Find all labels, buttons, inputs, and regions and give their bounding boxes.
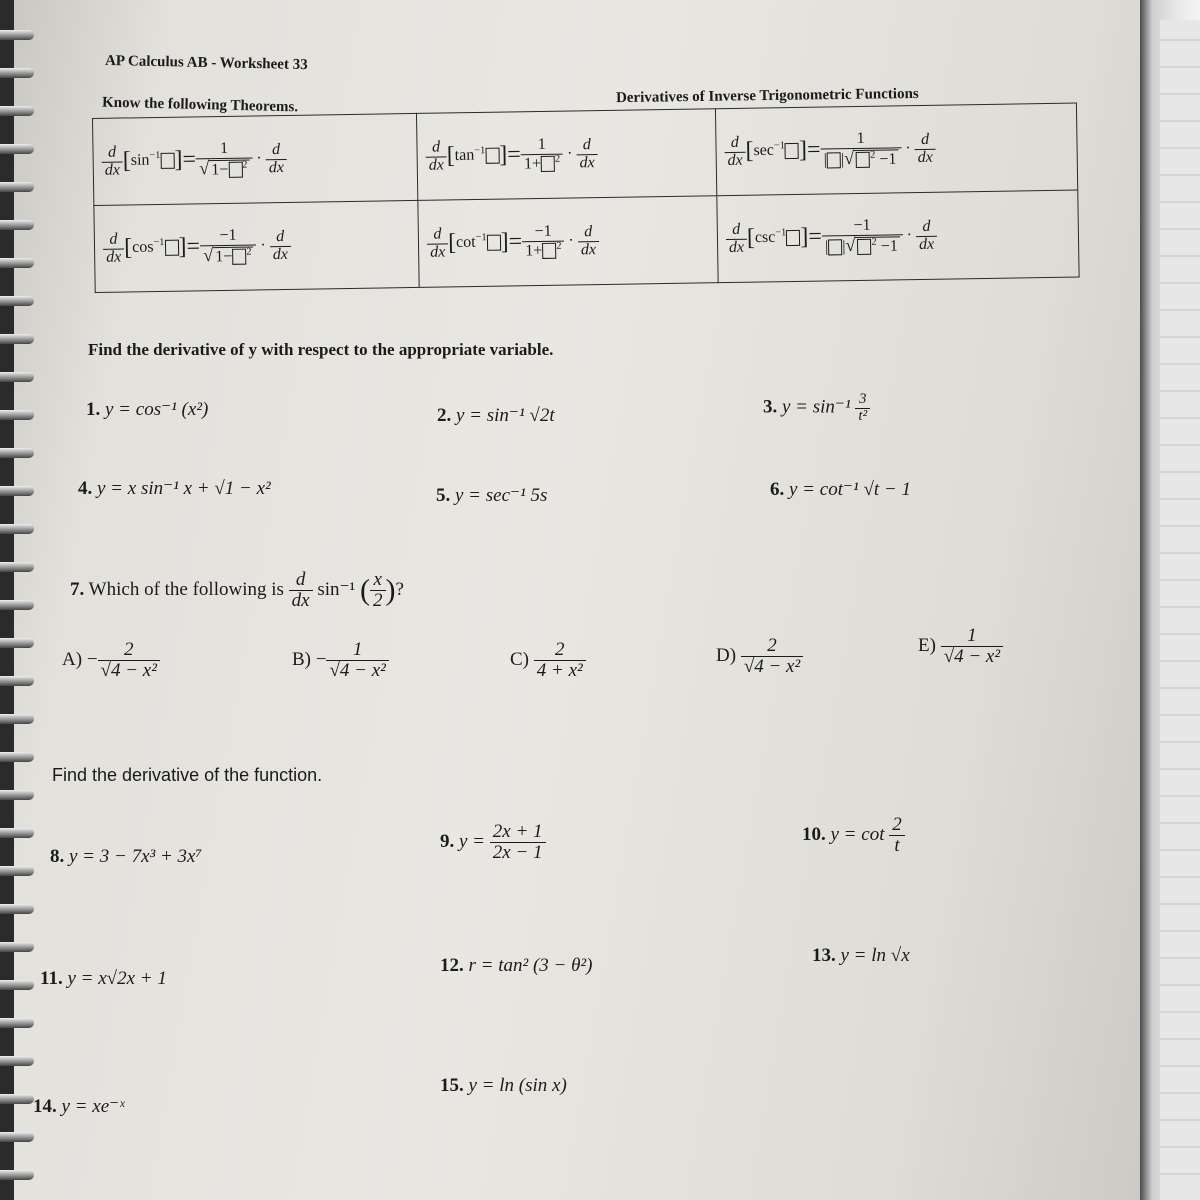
choice-numerator: 1 <box>941 626 1003 647</box>
radical-sign: √ <box>845 235 856 256</box>
choice-e <box>918 626 1003 667</box>
derivative-operator <box>576 137 598 172</box>
inverse-exponent: −1 <box>153 237 165 249</box>
choice-sign: − <box>86 648 98 670</box>
choice-numerator: 2 <box>98 640 160 661</box>
abs-bar: | <box>840 151 845 169</box>
bracket-open: [ <box>122 147 131 175</box>
dx-symbol: dx <box>291 589 310 611</box>
theorem-denominator <box>521 154 564 173</box>
d-symbol: d <box>578 224 599 242</box>
problem-6-expression: y = cot⁻¹ √t − 1 <box>789 479 911 500</box>
denominator-core: 1+ <box>525 242 543 260</box>
theorem-numerator: 1 <box>521 137 564 155</box>
times-dot: · <box>256 236 270 255</box>
choice-denominator: √4 − x² <box>100 659 157 681</box>
choice-denominator: √4 − x² <box>943 645 1001 667</box>
problem-2-expression: y = sin⁻¹ √2t <box>456 405 555 426</box>
placeholder-box <box>164 240 178 256</box>
times-dot: · <box>901 139 915 157</box>
instruction-part2: Find the derivative of the function. <box>52 765 323 785</box>
derivative-operator <box>578 224 600 259</box>
choice-numerator: 1 <box>326 640 388 661</box>
bracket-open: [ <box>745 138 754 165</box>
problem-1-number: 1. <box>86 399 101 420</box>
dx-symbol: dx <box>272 245 289 263</box>
derivative-operator <box>724 134 746 169</box>
square-exponent: 2 <box>871 236 877 248</box>
problem-8-expression: y = 3 − 7x³ + 3x⁷ <box>69 846 203 867</box>
problem-14-number: 14. <box>33 1096 57 1117</box>
problem-7 <box>70 570 404 611</box>
choice-fraction <box>98 640 160 681</box>
denominator-core: 1− <box>215 247 233 266</box>
d-symbol: d <box>427 226 448 244</box>
instruction-part1: Find the derivative of y with respect to the appropriate variable. <box>88 340 554 359</box>
theorem-function: sin <box>130 151 150 170</box>
problem-4-expression: y = x sin⁻¹ x + √1 − x² <box>97 478 271 499</box>
dx-symbol: dx <box>917 148 933 166</box>
placeholder-box <box>232 249 246 265</box>
theorem-denominator <box>196 158 253 179</box>
bracket-close: ]= <box>178 233 201 261</box>
problem-7-numerator: x <box>370 570 386 591</box>
choice-d <box>716 636 803 677</box>
choice-denominator: √4 − x² <box>743 655 801 677</box>
problem-11 <box>40 968 167 990</box>
bracket-close: ]= <box>499 141 522 169</box>
theorem-cot <box>418 196 718 288</box>
dx-symbol: dx <box>918 235 935 253</box>
problem-13-expression: y = ln √x <box>840 945 910 966</box>
d-symbol: d <box>916 218 937 236</box>
theorem-sec <box>715 103 1078 196</box>
problem-7-function: sin⁻¹ <box>317 578 356 600</box>
dx-symbol: dx <box>727 151 743 169</box>
choice-fraction <box>534 640 586 681</box>
problem-7-denominator: 2 <box>373 589 383 611</box>
choice-a <box>62 640 160 681</box>
radical-sign: √ <box>203 245 214 266</box>
problem-9 <box>440 822 546 863</box>
problem-15-expression: y = ln (sin x) <box>468 1075 567 1096</box>
minus-one: −1 <box>876 237 898 255</box>
radicand <box>855 236 900 256</box>
bracket-close: ]= <box>798 137 821 164</box>
problem-9-numerator: 2x + 1 <box>490 822 546 843</box>
theorem-fraction <box>200 228 257 266</box>
theorem-numerator: −1 <box>522 224 565 242</box>
bracket-close: ]= <box>800 224 823 251</box>
inverse-exponent: −1 <box>773 140 786 152</box>
problem-1-expression: y = cos⁻¹ (x²) <box>105 399 209 420</box>
problem-8 <box>50 846 202 868</box>
problem-15-number: 15. <box>440 1075 464 1096</box>
choice-denominator: √4 − x² <box>329 659 386 681</box>
bracket-open: [ <box>446 142 455 169</box>
problem-3-numerator: 3 <box>855 392 870 409</box>
problem-5 <box>436 484 547 507</box>
d-symbol: d <box>425 139 446 157</box>
left-paren: ( <box>360 573 371 607</box>
theorem-fraction <box>521 137 564 174</box>
theorems-table <box>92 103 1080 293</box>
choice-numerator: 2 <box>534 640 586 661</box>
choice-label: C) <box>510 648 529 670</box>
theorem-fraction <box>522 224 565 261</box>
theorem-denominator <box>822 235 903 256</box>
theorem-fraction <box>820 130 901 169</box>
problem-10-expression: y = cot <box>830 823 885 845</box>
inverse-exponent: −1 <box>149 150 161 162</box>
placeholder-box <box>827 153 841 169</box>
derivative-operator <box>269 229 291 264</box>
problem-10-number: 10. <box>802 823 826 845</box>
problem-7-question-mark: ? <box>395 578 404 600</box>
placeholder-box <box>542 243 556 259</box>
graph-paper-edge <box>1160 20 1200 1200</box>
times-dot: · <box>902 226 917 244</box>
d-symbol: d <box>726 221 747 239</box>
bracket-open: [ <box>746 225 756 252</box>
placeholder-box <box>228 162 242 178</box>
abs-bar: | <box>842 238 846 256</box>
theorem-function: tan <box>454 146 475 164</box>
theorem-function: csc <box>754 228 776 247</box>
derivative-operator <box>427 226 449 261</box>
inverse-exponent: −1 <box>775 227 787 239</box>
problem-12-number: 12. <box>440 955 464 976</box>
problem-8-number: 8. <box>50 846 65 867</box>
problem-11-number: 11. <box>40 968 63 989</box>
d-symbol: d <box>265 142 286 160</box>
placeholder-box <box>856 152 870 168</box>
problem-6-number: 6. <box>770 479 785 500</box>
choice-label: E) <box>918 634 936 656</box>
placeholder-box <box>857 239 871 255</box>
problem-3-fraction <box>855 392 870 425</box>
theorem-denominator <box>200 245 257 266</box>
derivative-operator <box>425 139 447 174</box>
dx-symbol: dx <box>104 161 121 179</box>
inverse-exponent: −1 <box>475 232 487 244</box>
radicand <box>213 246 254 266</box>
theorems-heading: Know the following Theorems. <box>101 94 299 116</box>
d-symbol: d <box>914 131 935 149</box>
choice-c <box>510 640 586 681</box>
choice-label: A) <box>62 648 83 670</box>
right-paren: ) <box>385 573 396 607</box>
square-exponent: 2 <box>556 240 562 252</box>
radicand <box>854 149 899 169</box>
problem-10-numerator: 2 <box>889 815 905 836</box>
d-symbol: d <box>103 231 124 249</box>
square-exponent: 2 <box>242 159 248 171</box>
problem-12-expression: r = tan² (3 − θ²) <box>468 955 593 976</box>
choice-fraction <box>741 636 803 677</box>
placeholder-box <box>485 148 499 164</box>
times-dot: · <box>562 145 577 163</box>
problem-9-number: 9. <box>440 830 455 852</box>
d-symbol: d <box>724 134 745 152</box>
theorem-numerator: −1 <box>822 217 903 236</box>
problem-3-number: 3. <box>763 396 778 418</box>
problem-14-expression: y = xe⁻ˣ <box>61 1096 125 1117</box>
problem-15 <box>440 1075 567 1097</box>
theorem-fraction <box>822 217 903 256</box>
theorem-csc <box>717 190 1080 283</box>
placeholder-box <box>160 153 174 169</box>
theorem-denominator <box>821 148 902 169</box>
choice-fraction <box>326 640 388 681</box>
problem-12 <box>440 955 592 977</box>
problem-1 <box>86 398 208 421</box>
abs-bar: | <box>824 238 829 256</box>
theorem-function: cot <box>455 233 476 251</box>
abs-bar: | <box>823 151 828 169</box>
square-exponent: 2 <box>870 149 876 161</box>
choice-b <box>292 640 389 681</box>
times-dot: · <box>252 149 266 168</box>
theorem-function: cos <box>132 238 154 257</box>
problem-5-expression: y = sec⁻¹ 5s <box>455 485 548 506</box>
problem-10-fraction <box>889 815 905 856</box>
problem-6 <box>770 478 911 501</box>
problem-10-denominator: t <box>894 834 900 856</box>
theorem-function: sec <box>753 141 775 160</box>
dx-symbol: dx <box>106 248 122 266</box>
dx-symbol: dx <box>428 155 444 174</box>
course-title: AP Calculus AB - Worksheet 33 <box>104 52 308 74</box>
derivative-operator <box>914 131 936 166</box>
theorem-tan <box>416 109 716 201</box>
problem-3 <box>763 392 870 425</box>
theorem-numerator: −1 <box>200 228 257 247</box>
theorem-fraction <box>196 141 253 179</box>
placeholder-box <box>541 156 555 172</box>
theorem-numerator: 1 <box>820 130 901 149</box>
derivative-operator <box>726 221 748 256</box>
d-symbol: d <box>101 144 122 162</box>
times-dot: · <box>564 232 578 250</box>
topic-title: Derivatives of Inverse Trigonometric Functions <box>615 85 919 107</box>
problem-9-denominator: 2x − 1 <box>492 841 543 863</box>
bracket-close: ]= <box>500 228 523 256</box>
derivative-operator <box>101 144 123 179</box>
bracket-open: [ <box>447 229 457 256</box>
problem-7-derivative-operator <box>289 570 313 611</box>
dx-symbol: dx <box>728 238 745 256</box>
bracket-open: [ <box>123 234 133 262</box>
placeholder-box <box>487 235 501 251</box>
dx-symbol: dx <box>579 153 595 171</box>
problem-13 <box>812 945 910 967</box>
placeholder-box <box>828 240 842 256</box>
problem-2 <box>437 404 555 427</box>
problem-2-number: 2. <box>437 405 452 426</box>
denominator-core: 1+ <box>523 155 542 173</box>
choice-denominator: 4 + x² <box>536 659 583 681</box>
choice-fraction <box>941 626 1003 667</box>
problem-3-expression: y = sin⁻¹ <box>782 396 851 418</box>
problem-3-denominator: t² <box>858 407 868 424</box>
choice-numerator: 2 <box>741 636 803 657</box>
dx-symbol: dx <box>268 158 285 176</box>
choice-label: B) <box>292 648 311 670</box>
theorem-numerator: 1 <box>196 141 253 160</box>
denominator-core: 1− <box>211 160 229 179</box>
problem-4-number: 4. <box>78 478 93 499</box>
choice-label: D) <box>716 644 737 666</box>
d-symbol: d <box>289 570 313 591</box>
problem-9-expression: y = <box>459 830 486 852</box>
radicand <box>209 159 250 179</box>
inverse-exponent: −1 <box>474 145 486 157</box>
theorem-sin <box>93 113 418 205</box>
theorem-cos <box>94 200 419 292</box>
problem-14 <box>33 1095 125 1118</box>
radical-sign: √ <box>843 148 855 169</box>
derivative-operator <box>916 218 938 253</box>
problem-7-fraction <box>370 570 386 611</box>
problem-4 <box>78 477 271 500</box>
minus-one: −1 <box>875 150 897 168</box>
problem-7-text: Which of the following is <box>88 578 284 600</box>
d-symbol: d <box>576 137 597 155</box>
problem-5-number: 5. <box>436 485 451 506</box>
placeholder-box <box>786 230 800 246</box>
problem-13-number: 13. <box>812 945 836 966</box>
theorem-denominator <box>522 241 565 260</box>
square-exponent: 2 <box>554 153 561 165</box>
radical-sign: √ <box>199 158 210 179</box>
d-symbol: d <box>269 229 290 247</box>
square-exponent: 2 <box>246 246 252 258</box>
problem-7-number: 7. <box>70 578 85 600</box>
derivative-operator <box>103 231 125 266</box>
placeholder-box <box>785 143 799 159</box>
problem-11-expression: y = x√2x + 1 <box>67 968 167 989</box>
bracket-close: ]= <box>174 146 197 174</box>
problem-10 <box>802 815 905 856</box>
problem-9-fraction <box>490 822 546 863</box>
choice-sign: − <box>315 648 327 670</box>
derivative-operator <box>265 142 287 177</box>
dx-symbol: dx <box>429 242 446 261</box>
dx-symbol: dx <box>580 240 597 258</box>
